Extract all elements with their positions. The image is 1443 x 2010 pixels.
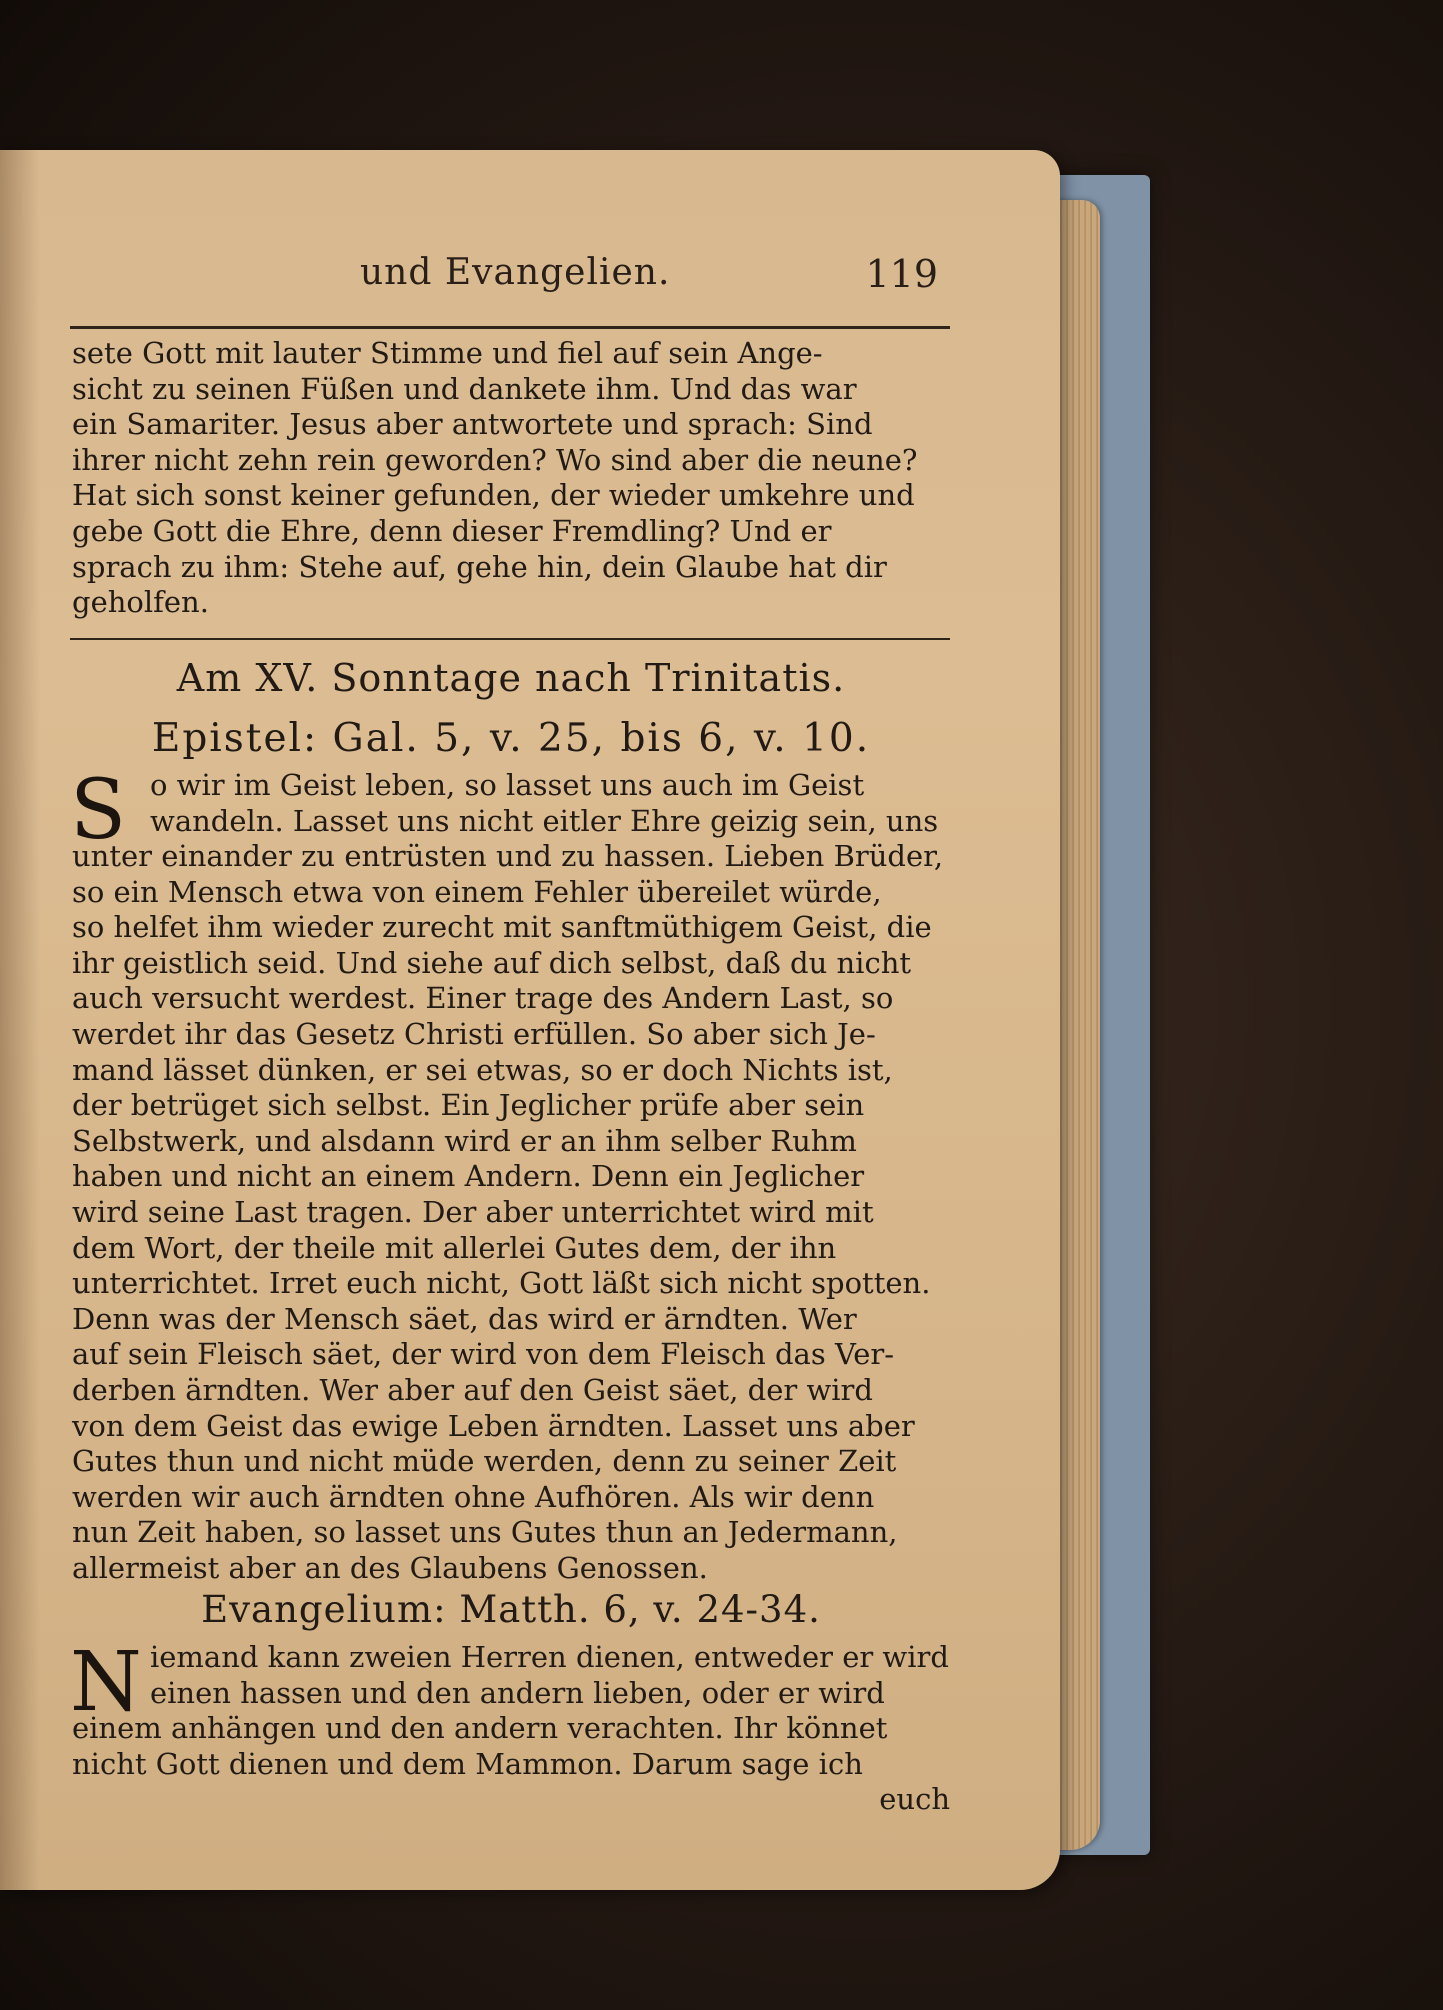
gospel-initial: N: [70, 1635, 142, 1730]
sunday-heading: Am XV. Sonntage nach Trinitatis.: [176, 656, 846, 700]
epistle-text: unter einander zu entrüsten und zu hassen. Lieben Brüder, so ein Mensch etwa von einem Fehler übereilet würde, so helfet ihm wieder zurecht mit sanftmüthigem Geist, die ihr geistlich seid. Und siehe auf dich selbst, daß du nicht auch versucht werdest. Einer trage des Andern Last, so werdet ihr das Gesetz Christi erfüllen. So aber sich Je- mand lässet dünken, er sei etwas, so er doch Nichts ist, der betrüget sich selbst. Ein Jeglicher prüfe aber sein Selbstwerk, und alsdann wird er an ihm selber Ruhm haben und nicht an einem Andern. Denn ein Jeglicher wird seine Last tragen. Der aber unterrichtet wird mit dem Wort, der theile mit allerlei Gutes dem, der ihn unterrichtet. Irret euch nicht, Gott läßt sich nicht spotten. Denn was der Mensch säet, das wird er ärndten. Wer auf sein Fleisch säet, der wird von dem Fleisch das Ver- derben ärndten. Wer aber auf den Geist säet, der wird von dem Geist das ewige Leben ärndten. Lasset uns aber Gutes thun und nicht müde werden, denn zu seiner Zeit werden wir auch ärndten ohne Aufhören. Als wir denn nun Zeit haben, so lasset uns Gutes thun an Jedermann, allermeist aber an des Glaubens Genossen.: [72, 839, 944, 1585]
running-title: und Evangelien.: [360, 252, 671, 293]
header-rule: [70, 326, 950, 329]
gospel-text: einem anhängen und den andern verachten. Ihr könnet nicht Gott dienen und dem Mammon. Darum sage ich: [72, 1711, 888, 1781]
gutter-shadow: [0, 150, 40, 1890]
gospel-heading: Evangelium: Matth. 6, v. 24-34.: [201, 1588, 821, 1631]
gospel-first-lines: iemand kann zweien Herren dienen, entweder er wird einen hassen und den andern lieben, oder er wird: [150, 1640, 949, 1710]
epistle-heading: Epistel: Gal. 5, v. 25, bis 6, v. 10.: [151, 716, 871, 761]
section-rule: [70, 638, 950, 640]
epistle-first-lines: o wir im Geist leben, so lasset uns auch im Geist wandeln. Lasset uns nicht eitler Ehre geizig sein, uns: [150, 768, 939, 838]
top-paragraph: sete Gott mit lauter Stimme und fiel auf sein Ange- sicht zu seinen Füßen und dankete ihm. Und das war ein Samariter. Jesus aber antwortete und sprach: Sind ihrer nicht zehn rein geworden? Wo sind aber die neune? Hat sich sonst keiner gefunden, der wieder umkehre und gebe Gott die Ehre, denn dieser Fremdling? Und er sprach zu ihm: Stehe auf, gehe hin, dein Glaube hat dir geholfen.: [72, 336, 918, 620]
catchword: euch: [879, 1782, 950, 1816]
epistle-initial: S: [70, 763, 127, 858]
page-header: [70, 252, 950, 312]
page-number: 119: [865, 252, 938, 296]
